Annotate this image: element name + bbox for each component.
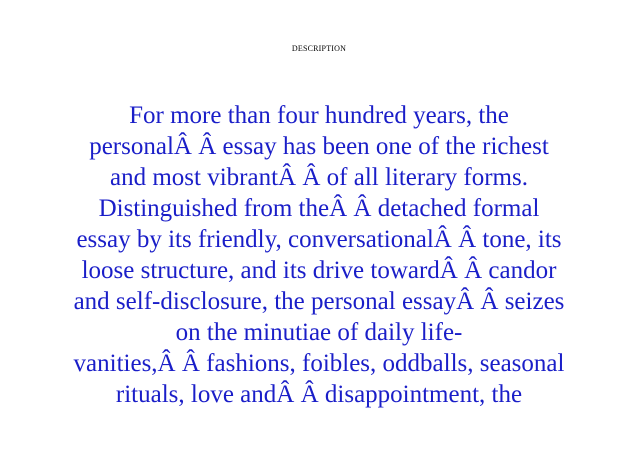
- text-line: essay by its friendly, conversationalÂ Â tone, its: [76, 226, 562, 253]
- section-heading: DESCRIPTION: [291, 44, 347, 53]
- text-line: and self-disclosure, the personal essayÂ Â seizes: [73, 288, 565, 315]
- body-paragraph: [0, 100, 638, 410]
- text-line: rituals, love andÂ Â disappointment, the: [115, 381, 523, 408]
- text-line: Distinguished from theÂ Â detached formal: [98, 195, 540, 222]
- text-line: personalÂ Â essay has been one of the richest: [89, 133, 549, 160]
- text-line: loose structure, and its drive towardÂ Â candor: [81, 257, 557, 284]
- text-line: For more than four hundred years, the: [129, 102, 509, 129]
- text-line: on the minutiae of daily life-: [175, 319, 463, 346]
- text-line: and most vibrantÂ Â of all literary forms.: [110, 164, 528, 191]
- text-line: vanities,Â Â fashions, foibles, oddballs, seasonal: [73, 350, 565, 377]
